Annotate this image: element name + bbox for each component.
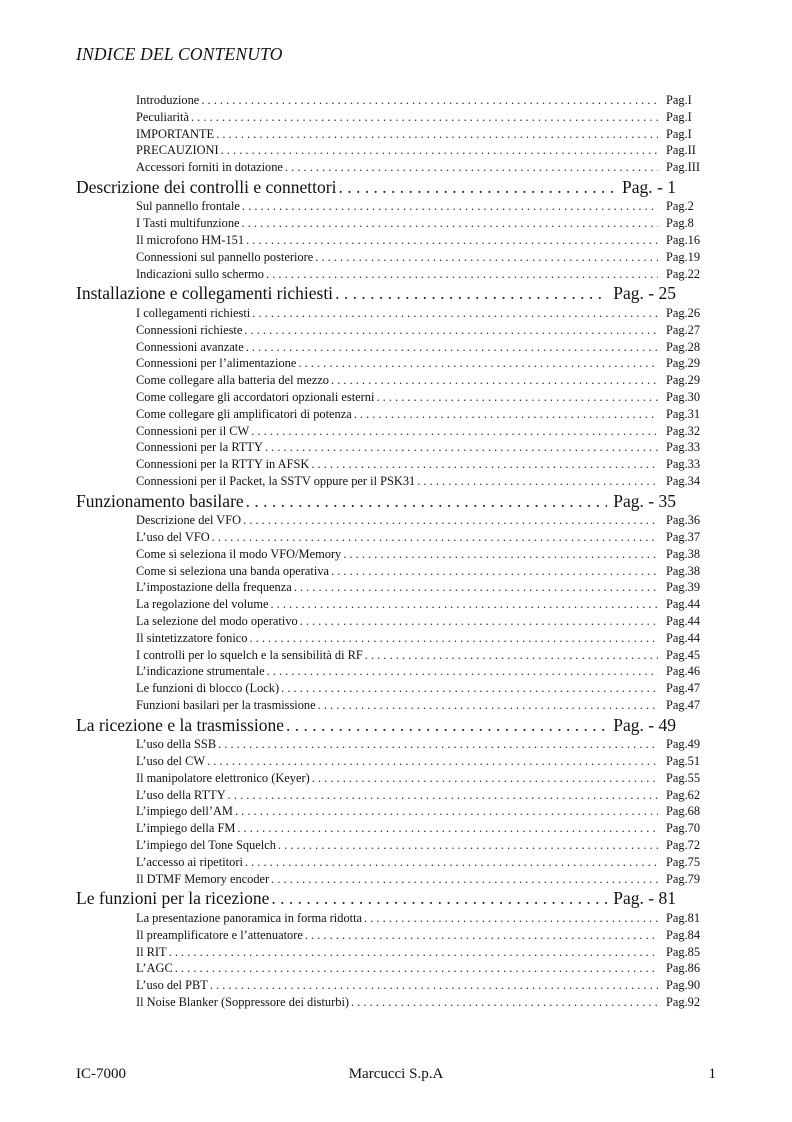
toc-entry-page: Pag.39 bbox=[666, 580, 701, 595]
toc-entry-page: Pag.III bbox=[666, 160, 701, 175]
toc-entry-page: Pag.68 bbox=[666, 804, 701, 819]
toc-entry-title: Indicazioni sullo schermo bbox=[136, 266, 265, 281]
toc-entry-page: Pag.81 bbox=[666, 910, 701, 925]
dot-leader bbox=[246, 490, 608, 513]
dot-leader bbox=[246, 339, 658, 356]
toc-entry-page: Pag.I bbox=[666, 93, 692, 107]
toc-entry[interactable] bbox=[136, 423, 710, 440]
toc-entry[interactable] bbox=[136, 927, 710, 944]
toc-entry-page: Pag.79 bbox=[666, 871, 701, 886]
toc-chapter-title: La ricezione e la trasmissione bbox=[76, 714, 284, 735]
toc-entry-title: L’uso della RTTY bbox=[136, 787, 226, 802]
toc-section-ricezione-trasmissione bbox=[0, 714, 792, 888]
toc-entry[interactable] bbox=[136, 126, 710, 143]
dot-leader bbox=[376, 389, 658, 406]
toc-chapter-heading[interactable] bbox=[76, 714, 676, 737]
dot-leader bbox=[294, 579, 658, 596]
toc-entry[interactable] bbox=[136, 198, 710, 215]
toc-entry[interactable] bbox=[136, 473, 710, 490]
footer-page-number: 1 bbox=[708, 1066, 716, 1082]
toc-entry-title: Connessioni avanzate bbox=[136, 339, 244, 354]
toc-entry-title: L’impostazione della frequenza bbox=[136, 580, 292, 595]
toc-entry-page: Pag.8 bbox=[666, 216, 694, 231]
dot-leader bbox=[218, 736, 658, 753]
toc-entry-title: L’impiego del Tone Squelch bbox=[136, 838, 276, 853]
toc-entry-title: Come collegare alla batteria del mezzo bbox=[136, 373, 329, 388]
toc-entry-title: Come collegare gli accordatori opzionali esterni bbox=[136, 389, 375, 404]
toc-entry-page: Pag.31 bbox=[666, 406, 701, 421]
dot-leader bbox=[191, 109, 658, 126]
dot-leader bbox=[210, 977, 658, 994]
dot-leader bbox=[243, 512, 658, 529]
toc-entry-title: IMPORTANTE bbox=[136, 126, 215, 141]
toc-entry[interactable] bbox=[136, 109, 710, 126]
toc-chapter-heading[interactable] bbox=[76, 887, 676, 910]
toc-entry-page: Pag.51 bbox=[666, 754, 701, 769]
toc-entry-page: Pag.19 bbox=[666, 249, 701, 264]
dot-leader bbox=[201, 92, 658, 109]
toc-entry[interactable] bbox=[136, 753, 710, 770]
toc-entry[interactable] bbox=[136, 647, 710, 664]
toc-entry-title: Come si seleziona il modo VFO/Memory bbox=[136, 546, 342, 561]
toc-entry[interactable] bbox=[136, 960, 710, 977]
toc-entry-page: Pag.62 bbox=[666, 787, 701, 802]
toc-entry-page: Pag.45 bbox=[666, 647, 701, 662]
dot-leader bbox=[270, 596, 658, 613]
dot-leader bbox=[251, 423, 658, 440]
toc-entry-title: L’AGC bbox=[136, 961, 173, 976]
dot-leader bbox=[266, 266, 658, 283]
toc-entry-title: Il manipolatore elettronico (Keyer) bbox=[136, 770, 310, 785]
toc-entry[interactable] bbox=[136, 994, 710, 1011]
dot-leader bbox=[207, 753, 658, 770]
toc-entry-title: L’uso del CW bbox=[136, 754, 206, 769]
toc-chapter-page: Pag. - 81 bbox=[613, 888, 676, 909]
dot-leader bbox=[237, 820, 658, 837]
toc-entry-page: Pag.26 bbox=[666, 305, 701, 320]
toc-entry-page: Pag.55 bbox=[666, 770, 701, 785]
dot-leader bbox=[300, 613, 658, 630]
toc-section-controlli bbox=[0, 176, 792, 282]
dot-leader bbox=[285, 159, 658, 176]
toc-entry-page: Pag.37 bbox=[666, 530, 701, 545]
dot-leader bbox=[417, 473, 658, 490]
toc-entry[interactable] bbox=[136, 680, 710, 697]
toc-entry-title: PRECAUZIONI bbox=[136, 143, 219, 158]
toc-entry-page: Pag.90 bbox=[666, 978, 701, 993]
toc-entry[interactable] bbox=[136, 322, 710, 339]
toc-entry-title: L’indicazione strumentale bbox=[136, 664, 265, 679]
footer-company: Marcucci S.p.A bbox=[348, 1066, 444, 1082]
toc-entry-page: Pag.33 bbox=[666, 440, 701, 455]
dot-leader bbox=[318, 697, 658, 714]
toc-section-funzioni-ricezione bbox=[0, 887, 792, 1010]
toc-entry-page: Pag.84 bbox=[666, 927, 701, 942]
dot-leader bbox=[249, 630, 658, 647]
toc-entry-page: Pag.44 bbox=[666, 614, 701, 629]
dot-leader bbox=[221, 142, 658, 159]
dot-leader bbox=[246, 232, 658, 249]
toc-entry[interactable] bbox=[136, 613, 710, 630]
dot-leader bbox=[305, 927, 658, 944]
dot-leader bbox=[267, 663, 658, 680]
toc-entry[interactable] bbox=[136, 697, 710, 714]
toc-entry[interactable] bbox=[136, 820, 710, 837]
toc-entry-page: Pag.27 bbox=[666, 322, 701, 337]
toc-entry-page: Pag.38 bbox=[666, 563, 701, 578]
dot-leader bbox=[364, 910, 658, 927]
toc-entry-title: Connessioni per la RTTY bbox=[136, 440, 263, 455]
toc-entry-title: I collegamenti richiesti bbox=[136, 305, 251, 320]
intro-entries bbox=[0, 92, 792, 176]
toc-entry[interactable] bbox=[136, 944, 710, 961]
toc-entry-page: Pag.II bbox=[666, 143, 696, 158]
toc-entry[interactable] bbox=[136, 563, 710, 580]
toc-entry[interactable] bbox=[136, 529, 710, 546]
table-of-contents bbox=[0, 92, 792, 1011]
dot-leader bbox=[315, 249, 658, 266]
dot-leader bbox=[271, 887, 607, 910]
toc-entry[interactable] bbox=[136, 456, 710, 473]
toc-entry-title: Il RIT bbox=[136, 944, 167, 959]
toc-entry-page: Pag.33 bbox=[666, 457, 701, 472]
dot-leader bbox=[175, 960, 658, 977]
dot-leader bbox=[235, 803, 658, 820]
toc-entry[interactable] bbox=[136, 355, 710, 372]
toc-chapter-page: Pag. - 35 bbox=[613, 490, 676, 511]
toc-entry[interactable] bbox=[136, 439, 710, 456]
toc-entry-title: L’accesso ai ripetitori bbox=[136, 854, 243, 869]
toc-entry-title: Il preamplificatore e l’attenuatore bbox=[136, 927, 303, 942]
toc-entry-page: Pag.49 bbox=[666, 737, 701, 752]
toc-entry-title: Sul pannello frontale bbox=[136, 199, 240, 214]
toc-entry[interactable] bbox=[136, 92, 710, 109]
toc-entry[interactable] bbox=[136, 854, 710, 871]
dot-leader bbox=[244, 322, 658, 339]
toc-entry-title: Come collegare gli amplificatori di potenza bbox=[136, 406, 352, 421]
toc-entry-page: Pag.28 bbox=[666, 339, 701, 354]
toc-chapter-title: Funzionamento basilare bbox=[76, 490, 244, 511]
toc-entry[interactable] bbox=[136, 389, 710, 406]
toc-entry-page: Pag.16 bbox=[666, 233, 701, 248]
toc-entry-title: La selezione del modo operativo bbox=[136, 614, 298, 629]
toc-entry-title: L’uso della SSB bbox=[136, 737, 217, 752]
dot-leader bbox=[311, 456, 658, 473]
toc-entry-page: Pag.47 bbox=[666, 698, 701, 712]
toc-entry-title: I Tasti multifunzione bbox=[136, 216, 240, 231]
dot-leader bbox=[216, 126, 658, 143]
dot-leader bbox=[228, 787, 658, 804]
toc-entry[interactable] bbox=[136, 787, 710, 804]
dot-leader bbox=[335, 282, 607, 305]
toc-entry-title: L’impiego dell’AM bbox=[136, 804, 233, 819]
toc-entry-page: Pag.72 bbox=[666, 838, 701, 853]
toc-entry-title: L’uso del VFO bbox=[136, 530, 210, 545]
toc-entry-title: Il sintetizzatore fonico bbox=[136, 630, 248, 645]
toc-entry[interactable] bbox=[136, 406, 710, 423]
toc-entry[interactable] bbox=[136, 339, 710, 356]
toc-entry[interactable] bbox=[136, 871, 710, 888]
dot-leader bbox=[331, 563, 658, 580]
toc-entry-title: L’impiego della FM bbox=[136, 821, 236, 836]
toc-entry-title: La regolazione del volume bbox=[136, 597, 269, 612]
toc-entry-title: I controlli per lo squelch e la sensibilità di RF bbox=[136, 647, 363, 662]
toc-entry-page: Pag.32 bbox=[666, 423, 701, 438]
toc-entry[interactable] bbox=[136, 663, 710, 680]
toc-chapter-heading[interactable] bbox=[76, 490, 676, 513]
toc-chapter-page: Pag. - 49 bbox=[613, 714, 676, 735]
toc-entry-title: Accessori forniti in dotazione bbox=[136, 160, 283, 175]
dot-leader bbox=[354, 406, 658, 423]
footer-model: IC-7000 bbox=[76, 1066, 126, 1082]
toc-entry[interactable] bbox=[136, 305, 710, 322]
toc-entry-title: Connessioni richieste bbox=[136, 322, 243, 337]
toc-entry[interactable] bbox=[136, 159, 710, 176]
toc-entry-page: Pag.29 bbox=[666, 356, 701, 371]
toc-entry[interactable] bbox=[136, 546, 710, 563]
toc-entry-page: Pag.44 bbox=[666, 630, 701, 645]
toc-entry[interactable] bbox=[136, 372, 710, 389]
toc-chapter-title: Le funzioni per la ricezione bbox=[76, 888, 270, 909]
toc-entry[interactable] bbox=[136, 266, 710, 283]
toc-entry-title: Connessioni sul pannello posteriore bbox=[136, 249, 314, 264]
toc-chapter-title: Installazione e collegamenti richiesti bbox=[76, 283, 334, 304]
toc-section-installazione bbox=[0, 282, 792, 489]
toc-entry-page: Pag.34 bbox=[666, 473, 701, 488]
toc-entry[interactable] bbox=[136, 770, 710, 787]
dot-leader bbox=[212, 529, 658, 546]
toc-entry-title: Descrizione del VFO bbox=[136, 513, 242, 528]
toc-entry-title: Connessioni per l’alimentazione bbox=[136, 356, 297, 371]
toc-entry-page: Pag.86 bbox=[666, 961, 701, 976]
dot-leader bbox=[245, 854, 658, 871]
dot-leader bbox=[286, 714, 607, 737]
toc-chapter-title: Descrizione dei controlli e connettori bbox=[76, 176, 337, 197]
dot-leader bbox=[271, 871, 658, 888]
toc-chapter-page: Pag. - 25 bbox=[613, 283, 676, 304]
toc-chapter-heading[interactable] bbox=[76, 176, 676, 199]
toc-entry[interactable] bbox=[136, 512, 710, 529]
dot-leader bbox=[298, 355, 658, 372]
dot-leader bbox=[242, 198, 658, 215]
toc-entry-title: Il Noise Blanker (Soppressore dei disturbi) bbox=[136, 994, 350, 1009]
toc-entry-title: Peculiarità bbox=[136, 109, 189, 124]
toc-entry-page: Pag.70 bbox=[666, 821, 701, 836]
dot-leader bbox=[338, 176, 616, 199]
toc-entry-page: Pag.92 bbox=[666, 994, 701, 1009]
toc-entry-page: Pag.85 bbox=[666, 944, 701, 959]
toc-entry-page: Pag.30 bbox=[666, 389, 701, 404]
toc-entry[interactable] bbox=[136, 232, 710, 249]
dot-leader bbox=[265, 439, 658, 456]
page-title: INDICE DEL CONTENUTO bbox=[76, 44, 283, 64]
toc-section-funzionamento bbox=[0, 490, 792, 714]
toc-entry-page: Pag.29 bbox=[666, 373, 701, 388]
toc-entry-page: Pag.2 bbox=[666, 199, 694, 214]
toc-entry[interactable] bbox=[136, 215, 710, 232]
toc-entry-page: Pag.75 bbox=[666, 854, 701, 869]
toc-entry-page: Pag.46 bbox=[666, 664, 701, 679]
toc-entry[interactable] bbox=[136, 249, 710, 266]
toc-entry-title: Come si seleziona una banda operativa bbox=[136, 563, 330, 578]
toc-entry[interactable] bbox=[136, 579, 710, 596]
toc-entry-title: Connessioni per il Packet, la SSTV oppure per il PSK31 bbox=[136, 473, 416, 488]
toc-entry-title: Il DTMF Memory encoder bbox=[136, 871, 270, 886]
toc-entry-title: La presentazione panoramica in forma ridotta bbox=[136, 910, 363, 925]
dot-leader bbox=[343, 546, 658, 563]
toc-entry[interactable] bbox=[136, 630, 710, 647]
toc-entry-page: Pag.38 bbox=[666, 546, 701, 561]
toc-entry[interactable] bbox=[136, 803, 710, 820]
toc-entry-title: Le funzioni di blocco (Lock) bbox=[136, 681, 280, 696]
toc-entry-page: Pag.36 bbox=[666, 513, 701, 528]
dot-leader bbox=[278, 837, 658, 854]
toc-entry-page: Pag.I bbox=[666, 109, 692, 124]
toc-chapter-page: Pag. - 1 bbox=[622, 176, 676, 197]
dot-leader bbox=[365, 647, 658, 664]
toc-entry-title: Funzioni basilari per la trasmissione bbox=[136, 698, 316, 712]
dot-leader bbox=[281, 680, 658, 697]
toc-entry-page: Pag.22 bbox=[666, 266, 701, 281]
toc-entry-title: L’uso del PBT bbox=[136, 978, 208, 993]
toc-entry[interactable] bbox=[136, 837, 710, 854]
dot-leader bbox=[252, 305, 658, 322]
toc-chapter-heading[interactable] bbox=[76, 282, 676, 305]
dot-leader bbox=[312, 770, 658, 787]
toc-entry-title: Connessioni per il CW bbox=[136, 423, 250, 438]
dot-leader bbox=[169, 944, 658, 961]
toc-entry[interactable] bbox=[136, 142, 710, 159]
toc-entry[interactable] bbox=[136, 596, 710, 613]
dot-leader bbox=[331, 372, 658, 389]
toc-entry-title: Il microfono HM-151 bbox=[136, 233, 245, 248]
dot-leader bbox=[351, 994, 658, 1011]
toc-entry[interactable] bbox=[136, 736, 710, 753]
toc-entry-page: Pag.47 bbox=[666, 681, 701, 696]
toc-entry-title: Introduzione bbox=[136, 93, 200, 107]
toc-entry-page: Pag.I bbox=[666, 126, 692, 141]
toc-entry[interactable] bbox=[136, 977, 710, 994]
toc-entry[interactable] bbox=[136, 910, 710, 927]
dot-leader bbox=[242, 215, 658, 232]
toc-entry-page: Pag.44 bbox=[666, 597, 701, 612]
toc-entry-title: Connessioni per la RTTY in AFSK bbox=[136, 457, 310, 472]
